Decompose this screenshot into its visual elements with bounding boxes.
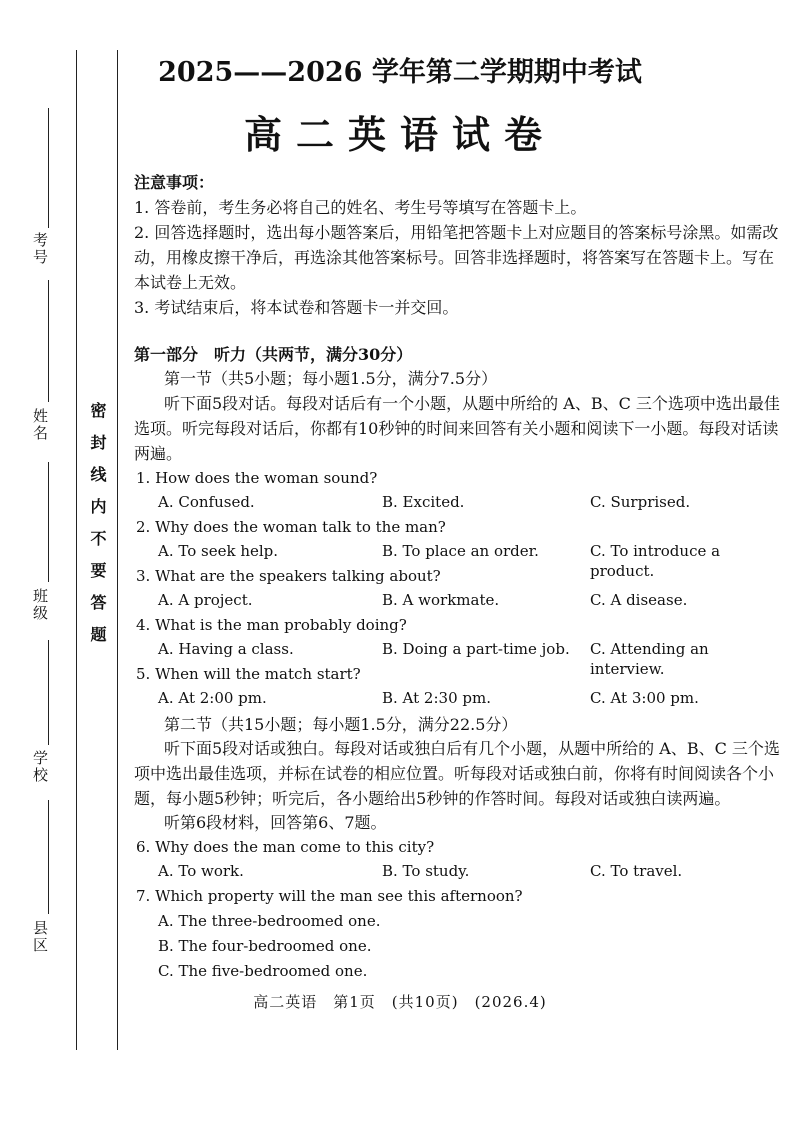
- question: [136, 837, 786, 883]
- notice-section: [134, 170, 786, 320]
- notice-item: 1. 答卷前，考生务必将自己的姓名、考生号等填写在答题卡上。: [134, 198, 587, 217]
- seal-dashed-border: [76, 50, 77, 1050]
- question: [136, 468, 786, 514]
- option-a: A. A project.: [158, 591, 253, 609]
- option-c: C. At 3:00 pm.: [590, 689, 699, 707]
- sidebar-label-county: 县区: [31, 920, 49, 954]
- sidebar-label-name: 姓名: [31, 408, 49, 442]
- sidebar-label-exam-number: 考号: [31, 232, 49, 266]
- option-c: C. Attending an interview.: [590, 640, 709, 678]
- seal-line-warning: 密封线内不要答题: [88, 402, 107, 658]
- notice-heading: 注意事项：: [134, 173, 215, 192]
- section2-title: 第二节（共15小题；每小题1.5分，满分22.5分）: [164, 715, 518, 734]
- option-b: B. Excited.: [382, 493, 465, 511]
- page-footer: 高二英语 第1页 (共10页) (2026.4): [253, 993, 547, 1011]
- option-b: B. To study.: [382, 862, 470, 880]
- option-a: A. Having a class.: [158, 640, 294, 658]
- option-a: A. At 2:00 pm.: [158, 689, 267, 707]
- option-b: B. To place an order.: [382, 542, 539, 560]
- sidebar-label-class: 班级: [31, 588, 49, 622]
- option-b: B. A workmate.: [382, 591, 500, 609]
- question-stem: 7. Which property will the man see this afternoon?: [136, 887, 523, 905]
- section1-instructions: 听下面5段对话。每段对话后有一个小题，从题中所给的 A、B、C 三个选项中选出最佳选项。听完每段对话后，你都有10秒钟的时间来回答有关小题和阅读下一小题。每段对话读两遍。: [134, 394, 780, 463]
- option-c: C. To travel.: [590, 862, 683, 880]
- question: [136, 566, 786, 612]
- sidebar-label-school: 学校: [31, 750, 49, 784]
- option-c: C. A disease.: [590, 591, 688, 609]
- sidebar-fill-line: [48, 800, 49, 914]
- notice-item: 3. 考试结束后，将本试卷和答题卡一并交回。: [134, 298, 459, 317]
- question-stem: 4. What is the man probably doing?: [136, 616, 407, 634]
- option-a: A. To work.: [158, 862, 244, 880]
- question-stem: 1. How does the woman sound?: [136, 469, 378, 487]
- sidebar-fill-line: [48, 280, 49, 402]
- section2-instructions: 听下面5段对话或独白。每段对话或独白后有几个小题，从题中所给的 A、B、C 三个选项中选出最佳选项，并标在试卷的相应位置。听每段对话或独白前，你将有时间阅读各个小题，每小题5秒钟；听完后，各小题给出5秒钟的作答时间。每段对话或独白读两遍。: [134, 739, 780, 808]
- question: [136, 886, 786, 981]
- question: [136, 664, 786, 710]
- option-b: B. Doing a part-time job.: [382, 640, 570, 658]
- question-stem: 6. Why does the man come to this city?: [136, 838, 435, 856]
- option-a: A. Confused.: [158, 493, 255, 511]
- notice-item: 2. 回答选择题时，选出每小题答案后，用铅笔把答题卡上对应题目的答案标号涂黑。如需改动，用橡皮擦干净后，再选涂其他答案标号。回答非选择题时，将答案写在答题卡上。写在本试卷上无效。: [134, 223, 779, 292]
- option-a: A. The three-bedroomed one.: [158, 912, 381, 930]
- sidebar-fill-line: [48, 462, 49, 582]
- section1-title: 第一节（共5小题；每小题1.5分，满分7.5分）: [164, 369, 498, 388]
- option-b: B. At 2:30 pm.: [382, 689, 491, 707]
- paper-title: 高二英语试卷: [243, 112, 556, 157]
- option-c: C. To introduce a product.: [590, 542, 721, 580]
- seal-border-line: [117, 50, 118, 1050]
- exam-title: 2025——2026 学年第二学期期中考试: [158, 57, 642, 88]
- option-c: C. Surprised.: [590, 493, 691, 511]
- question-stem: 3. What are the speakers talking about?: [136, 567, 441, 585]
- option-c: C. The five-bedroomed one.: [158, 962, 368, 980]
- part1-title: 第一部分 听力（共两节，满分30分）: [134, 345, 413, 364]
- question-stem: 5. When will the match start?: [136, 665, 361, 683]
- option-b: B. The four-bedroomed one.: [158, 937, 372, 955]
- material-note: 听第6段材料，回答第6、7题。: [164, 813, 387, 832]
- option-a: A. To seek help.: [158, 542, 279, 560]
- sidebar-fill-line: [48, 640, 49, 745]
- question-stem: 2. Why does the woman talk to the man?: [136, 518, 446, 536]
